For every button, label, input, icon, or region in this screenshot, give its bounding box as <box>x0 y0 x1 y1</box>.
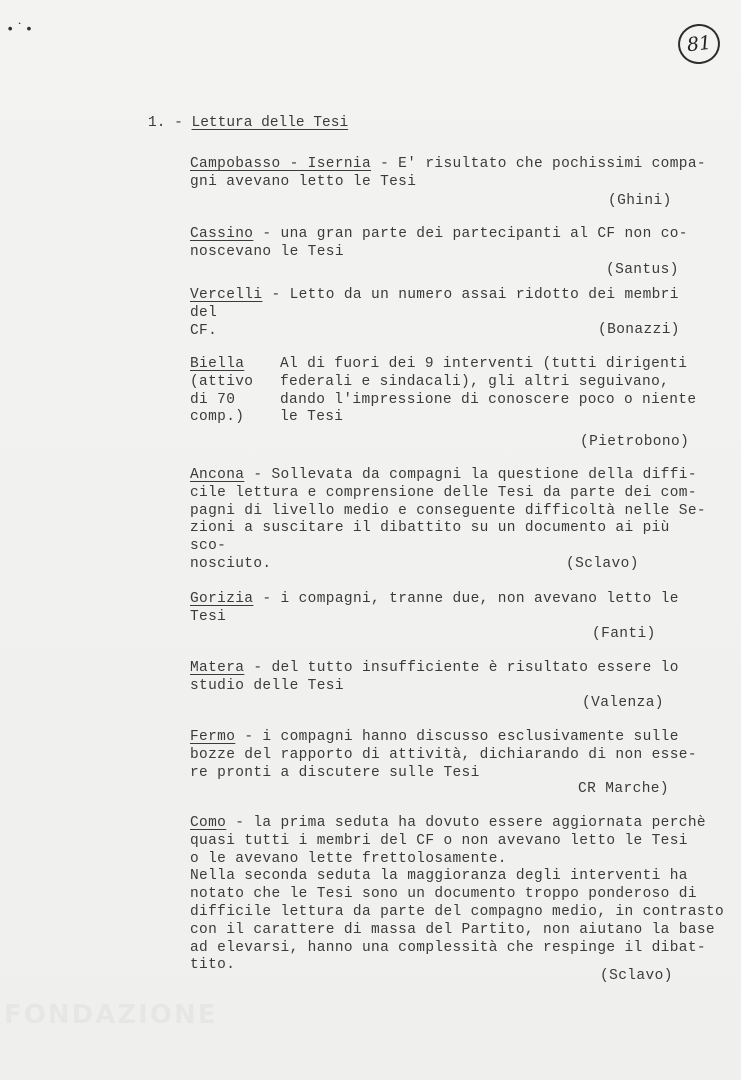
signature-valenza: (Valenza) <box>582 695 664 711</box>
signature-fanti: (Fanti) <box>592 626 656 642</box>
entry-meta-line: di 70 <box>190 391 236 408</box>
signature-sclavo-1: (Sclavo) <box>566 556 639 572</box>
entry-meta-line: (attivo <box>190 373 254 390</box>
entry-text-line: dando l'impressione di conoscere poco o niente <box>280 391 697 408</box>
section-heading <box>148 115 348 131</box>
entry-text-line: Al di fuori dei 9 interventi (tutti dirigenti <box>280 356 688 372</box>
signature-bonazzi: (Bonazzi) <box>598 322 680 338</box>
entry-text: - la prima seduta ha dovuto essere aggiornata perchè quasi tutti i membri del CF o non avevano letto le Tesi o le avevano lette frettolosamente. Nella seconda seduta la maggioranza degli interventi ha notato che le Tesi sono un documento troppo ponderoso di difficile lettura da parte del compagno medio, in contrasto con il carattere di massa del Partito, non aiutano la base ad elevarsi, hanno una complessità che respinge il dibat- tito. <box>190 815 725 974</box>
entry-fermo <box>190 729 710 782</box>
signature-santus: (Santus) <box>606 262 679 278</box>
entry-place: Vercelli <box>190 287 263 303</box>
entry-text: - i compagni, tranne due, non avevano letto le Tesi <box>190 591 679 625</box>
entry-text: - Sollevata da compagni la questione della diffi- cile lettura e comprensione delle Tesi da parte dei com- pagni di livello medio e conseguente difficoltà nelle Se- zioni a suscitare il dibattito su un documento ai più sco- nosciuto. <box>190 467 706 572</box>
entry-place: Como <box>190 815 227 831</box>
entry-matera <box>190 660 710 696</box>
entry-gorizia <box>190 591 710 627</box>
entry-place: Campobasso - Isernia <box>190 156 372 172</box>
entry-place: Matera <box>190 660 245 676</box>
signature-sclavo-2: (Sclavo) <box>600 968 673 984</box>
signature-ghini: (Ghini) <box>608 193 672 209</box>
entry-meta-line: comp.) <box>190 409 245 426</box>
scan-mark: •˙• <box>6 22 35 38</box>
entry-text-line: federali e sindacali), gli altri seguivano, <box>280 373 670 390</box>
entry-place: Fermo <box>190 729 236 745</box>
signature-pietrobono: (Pietrobono) <box>580 434 690 450</box>
entry-place: Cassino <box>190 226 254 242</box>
entry-text: - Letto da un numero assai ridotto dei membri del CF. <box>190 287 679 339</box>
entry-place: Gorizia <box>190 591 254 607</box>
entry-cassino <box>190 226 710 262</box>
entry-place: Biella <box>190 356 245 372</box>
entry-text: - del tutto insufficiente è risultato essere lo studio delle Tesi <box>190 660 679 694</box>
entry-text-line: le Tesi <box>280 409 344 426</box>
entry-text: - E' risultato che pochissimi compa- gni avevano letto le Tesi <box>190 156 706 190</box>
signature-cr-marche: CR Marche) <box>578 781 670 797</box>
page-number-stamp: 81 <box>676 22 722 66</box>
entry-text: - una gran parte dei partecipanti al CF non co- noscevano le Tesi <box>190 226 688 260</box>
entry-place: Ancona <box>190 467 245 483</box>
archive-watermark <box>4 1000 217 1030</box>
entry-biella-text <box>280 356 720 427</box>
section-number: 1. - <box>148 115 183 131</box>
entry-como <box>190 815 730 975</box>
entry-campobasso <box>190 156 710 192</box>
entry-biella-meta <box>190 356 270 427</box>
section-title: Lettura delle Tesi <box>191 115 349 131</box>
entry-text: - i compagni hanno discusso esclusivamente sulle bozze del rapporto di attività, dichiarando di non esse- re pronti a discutere sulle Tesi <box>190 729 697 781</box>
